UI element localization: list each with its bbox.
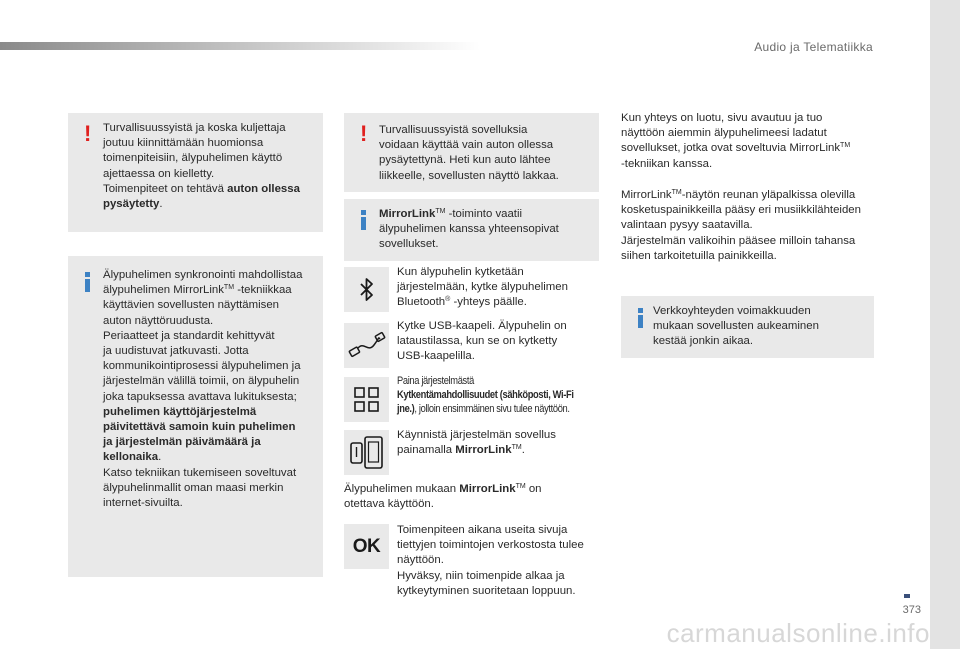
mirrorlink-icon-box [344,430,389,475]
info-icon [638,315,643,328]
left-info-text: Älypuhelimen synkronointi mahdollistaa älypuhelimen MirrorLink™ -tekniikkaa käyttävien sovellusten näyttämisen auton näyttöruudusta. Periaatteet ja standardit kehittyvät ja uudistuvat jatkuvasti. Jotta kommunikointiprosessi älypuhelimen ja järjestelmän välillä toimii, on älypuhelin joka tapuksessa avattava lukituksesta; puhelimen käyttöjärjestelmä päivitettävä samoin kuin puhelimen ja järjestelmän päivämäärä ja kellonaika. Katso tekniikan tukemiseen soveltuvat älypuhelinmallit oman maasi merkin internet-sivuilta. [103,269,303,510]
connectivity-icon-box [344,377,389,422]
header-gradient-bar [0,42,480,50]
warning-icon: ! [360,121,368,146]
page-number: 373 [902,604,921,616]
left-info-box [68,256,323,577]
usb-step-text: Kytke USB-kaapeli. Älypuhelin on lataustilassa, kun se on kytketty USB-kaapelilla. [397,320,567,363]
mirrorlink-phone-icon [344,430,389,475]
bluetooth-icon-box [344,267,389,312]
mirrorlink-activation-text: Älypuhelimen mukaan MirrorLink™ on otettava käyttöön. [344,483,542,511]
mirrorlink-step-text: Käynnistä järjestelmän sovellus painamalla MirrorLink™. [397,429,556,457]
right-paragraph-2: MirrorLink™-näytön reunan yläpalkissa olevilla kosketuspainikkeilla pääsy eri musiikkilähteiden valintaan pysyy saatavilla. Järjestelmän valikoihin pääsee milloin tahansa siihen tarkoitetuilla painikkeilla. [621,189,861,262]
usb-icon-box [344,323,389,368]
watermark: carmanualsonline.info [666,618,930,648]
info-icon [361,217,366,230]
middle-warning-text: Turvallisuussyistä sovelluksia voidaan käyttää vain auton ollessa pysäytettynä. Heti kun auto lähtee liikkeelle, sovellusten näyttö lakkaa. [379,124,559,182]
info-icon [85,279,90,292]
ok-icon: OK [352,535,381,557]
bluetooth-step-text: Kun älypuhelin kytketään järjestelmään, kytke älypuhelimen Bluetooth® -yhteys päälle. [397,266,568,309]
usb-cable-icon [344,323,389,368]
right-info-text: Verkkoyhteyden voimakkuuden mukaan sovellusten aukeaminen kestää jonkin aikaa. [653,305,819,348]
right-paragraph-1: Kun yhteys on luotu, sivu avautuu ja tuo näyttöön aiemmin älypuhelimeesi ladatut sovellukset, jotka ovat soveltuvia MirrorLink™ -tekniikan kanssa. [621,112,851,170]
section-title: Audio ja Telematiikka [754,40,873,54]
middle-info-box [344,199,599,261]
page-edge-strip [930,0,960,649]
page-marker [904,594,910,598]
connectivity-grid-icon [344,377,389,422]
middle-info-text: MirrorLink™ -toiminto vaatii älypuhelimen kanssa yhteensopivat sovellukset. [379,208,559,251]
warning-icon: ! [84,121,92,146]
right-info-box [621,296,874,358]
middle-warning-box [344,113,599,192]
ok-icon-box [344,524,389,569]
ok-step-text: Toimenpiteen aikana useita sivuja tiettyjen toimintojen verkostosta tulee näyttöön. Hyväksy, niin toimenpide alkaa ja kytkeytyminen suoritetaan loppuun. [397,524,584,597]
left-warning-box [68,113,323,232]
bluetooth-icon [344,267,389,312]
left-warning-text: Turvallisuussyistä ja koska kuljettaja joutuu kiinnittämään huomionsa toimenpiteisiin, älypuhelimen käyttö ajettaessa on kielletty. Toimenpiteet on tehtävä auton ollessa pysäytetty. [103,122,300,211]
connectivity-step-text: Paina järjestelmästä Kytkentämahdollisuudet (sähköposti, Wi-Fi jne.), jolloin ensimmäinen sivu tulee näyttöön. [397,375,574,415]
